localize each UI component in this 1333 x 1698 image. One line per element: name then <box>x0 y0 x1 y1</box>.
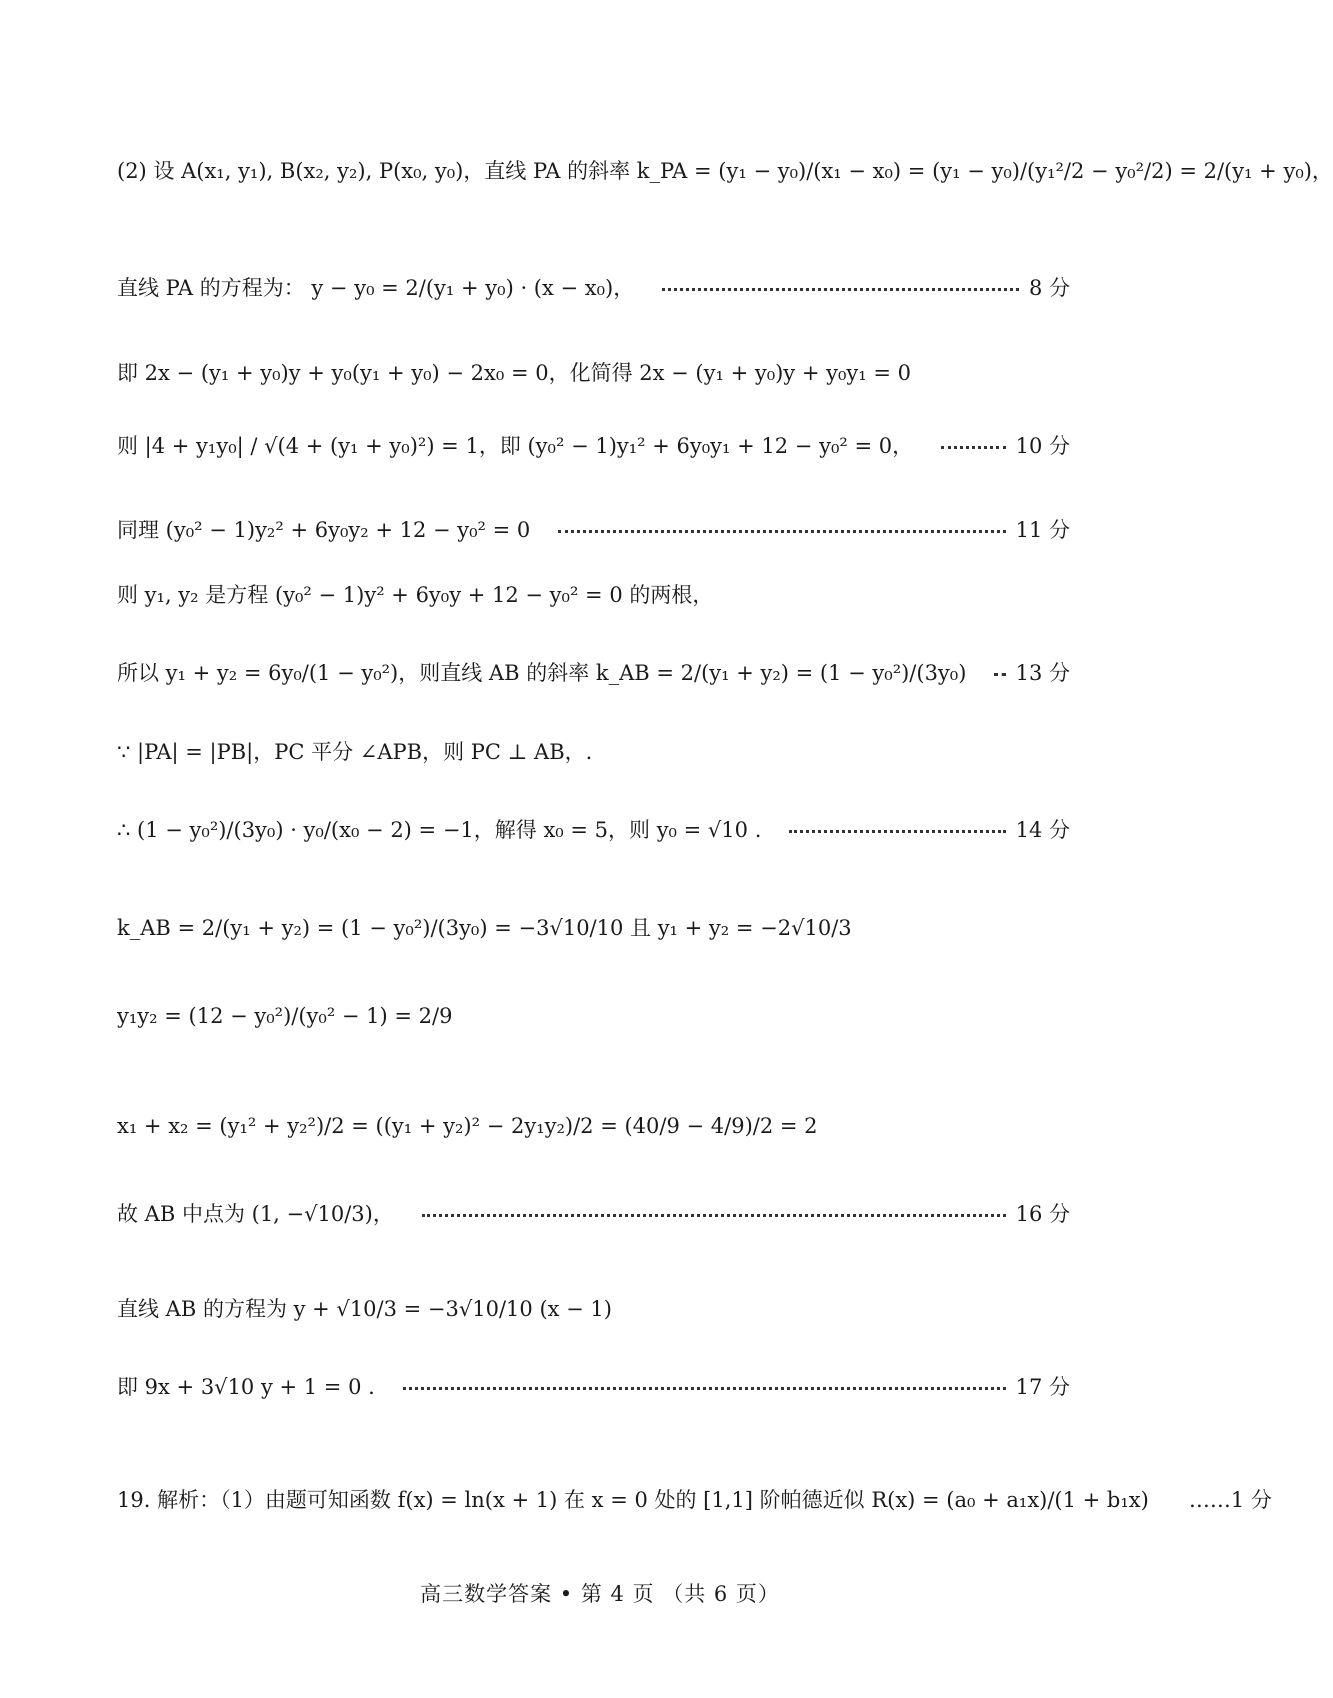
score-leader-dots <box>403 1387 1006 1390</box>
score-label: 10 分 <box>1015 434 1070 458</box>
line-text: 故 AB 中点为 (1, −√10/3)， <box>117 1202 394 1226</box>
line-text: (2) 设 A(x₁, y₁), B(x₂, y₂), P(x₀, y₀)，直线 PA 的斜率 k_PA = (y₁ − y₀)/(x₁ − x₀) = (y₁ − y₀)/(y₁²/2 − y₀²/2) = 2/(y₁ + y₀)， <box>117 159 1333 183</box>
line-11 <box>117 1004 1070 1028</box>
line-text: y₁y₂ = (12 − y₀²)/(y₀² − 1) = 2/9 <box>117 1004 453 1028</box>
score-leader-dots <box>941 446 1006 449</box>
line-text: 即 9x + 3√10 y + 1 = 0 . <box>117 1375 375 1399</box>
line-text: 19. 解析：（1）由题可知函数 f(x) = ln(x + 1) 在 x = 0 处的 [1,1] 阶帕德近似 R(x) = (a₀ + a₁x)/(1 + b₁x) <box>117 1488 1149 1512</box>
score-leader-dots <box>789 830 1005 833</box>
line-6 <box>117 579 1070 609</box>
line-10 <box>117 912 1070 942</box>
line-1 <box>117 155 1333 185</box>
line-text: 则 y₁, y₂ 是方程 (y₀² − 1)y² + 6y₀y + 12 − y₀² = 0 的两根， <box>117 583 714 607</box>
line-3 <box>117 357 1070 387</box>
score-label: 13 分 <box>1015 661 1070 685</box>
score-label: 17 分 <box>1015 1375 1070 1399</box>
line-15 <box>117 1371 1070 1401</box>
score-label: ……1 分 <box>1188 1488 1272 1512</box>
line-7 <box>117 657 1070 687</box>
line-14 <box>117 1293 1070 1323</box>
line-text: 所以 y₁ + y₂ = 6y₀/(1 − y₀²)，则直线 AB 的斜率 k_AB = 2/(y₁ + y₂) = (1 − y₀²)/(3y₀) <box>117 661 967 685</box>
line-12 <box>117 1114 1070 1138</box>
score-label: 14 分 <box>1015 818 1070 842</box>
line-9 <box>117 814 1070 844</box>
score-leader-dots <box>422 1214 1006 1217</box>
line-text: x₁ + x₂ = (y₁² + y₂²)/2 = ((y₁ + y₂)² − 2y₁y₂)/2 = (40/9 − 4/9)/2 = 2 <box>117 1114 818 1138</box>
line-2 <box>117 272 1070 302</box>
line-text: 直线 PA 的方程为： y − y₀ = 2/(y₁ + y₀) · (x − x₀)， <box>117 276 635 300</box>
line-text: k_AB = 2/(y₁ + y₂) = (1 − y₀²)/(3y₀) = −3√10/10 且 y₁ + y₂ = −2√10/3 <box>117 916 852 940</box>
line-text: 则 |4 + y₁y₀| / √(4 + (y₁ + y₀)²) = 1，即 (y₀² − 1)y₁² + 6y₀y₁ + 12 − y₀² = 0， <box>117 434 914 458</box>
line-8 <box>117 736 1070 766</box>
score-label: 8 分 <box>1028 276 1070 300</box>
line-text: 直线 AB 的方程为 y + √10/3 = −3√10/10 (x − 1) <box>117 1297 612 1321</box>
score-leader-dots <box>662 288 1019 291</box>
line-text: 同理 (y₀² − 1)y₂² + 6y₀y₂ + 12 − y₀² = 0 <box>117 518 531 542</box>
line-4 <box>117 430 1070 460</box>
score-label: 16 分 <box>1015 1202 1070 1226</box>
line-text: ∵ |PA| = |PB|，PC 平分 ∠APB，则 PC ⊥ AB，. <box>117 740 593 764</box>
line-text: 即 2x − (y₁ + y₀)y + y₀(y₁ + y₀) − 2x₀ = 0，化简得 2x − (y₁ + y₀)y + y₀y₁ = 0 <box>117 361 911 385</box>
page-footer: 高三数学答案 • 第 4 页 （共 6 页） <box>420 1582 780 1606</box>
line-16 <box>117 1484 1272 1514</box>
line-5 <box>117 514 1070 544</box>
line-13 <box>117 1198 1070 1228</box>
score-leader-dots <box>558 530 1005 533</box>
line-text: ∴ (1 − y₀²)/(3y₀) · y₀/(x₀ − 2) = −1，解得 x₀ = 5，则 y₀ = √10 . <box>117 818 762 842</box>
score-leader-dots <box>994 673 1005 676</box>
score-label: 11 分 <box>1015 518 1070 542</box>
